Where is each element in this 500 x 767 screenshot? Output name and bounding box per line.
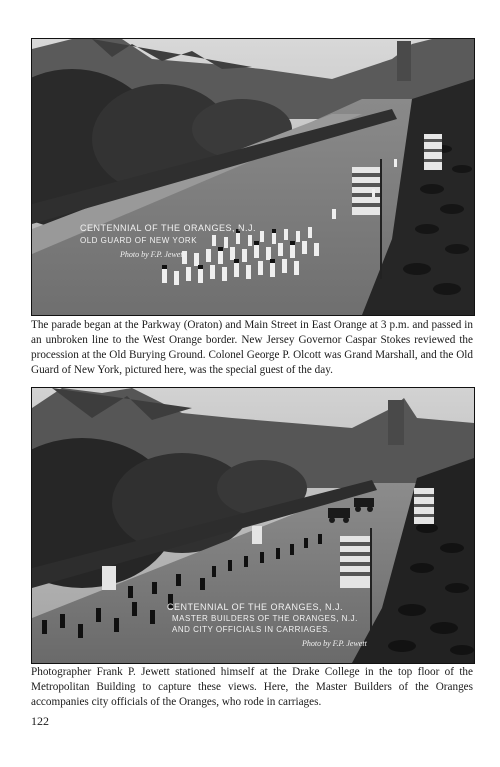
page-number: 122 — [31, 714, 49, 728]
parade-photo-2-image — [32, 388, 474, 663]
photo-1-stamp-line-2: OLD GUARD OF NEW YORK — [80, 236, 198, 245]
photo-2-stamp-line-3: AND CITY OFFICIALS IN CARRIAGES. — [172, 625, 331, 634]
photo-2-stamp-line-2: MASTER BUILDERS OF THE ORANGES, N.J. — [172, 614, 358, 623]
parade-photo-master-builders — [31, 387, 475, 664]
photo-1-caption: The parade began at the Parkway (Oraton) and Main Street in East Orange at 3 p.m. and passed in an unbroken line to the West Orange border. New Jersey Governor Caspar Stokes reviewed the procession at the Old Burying Ground. Colonel George P. Olcott was Grand Marshall, and the Old Guard of New York, pictured here, was the special guest of the day. — [31, 319, 473, 376]
photo-2-credit: Photo by F.P. Jewett — [302, 639, 367, 648]
photo-2-stamp-line-1: CENTENNIAL OF THE ORANGES, N.J. — [167, 602, 344, 612]
photo-1-credit: Photo by F.P. Jewett — [120, 250, 185, 259]
parade-photo-1-image — [32, 39, 474, 315]
photo-2-caption: Photographer Frank P. Jewett stationed himself at the Drake College in the top floor of the Metropolitan Building to capture these views. Here, the Master Builders of the Oranges accompanies city officials of the Oranges, who rode in carriages. — [31, 666, 473, 708]
parade-photo-old-guard — [31, 38, 475, 316]
photo-1-stamp-line-1: CENTENNIAL OF THE ORANGES, N.J. — [80, 223, 257, 233]
